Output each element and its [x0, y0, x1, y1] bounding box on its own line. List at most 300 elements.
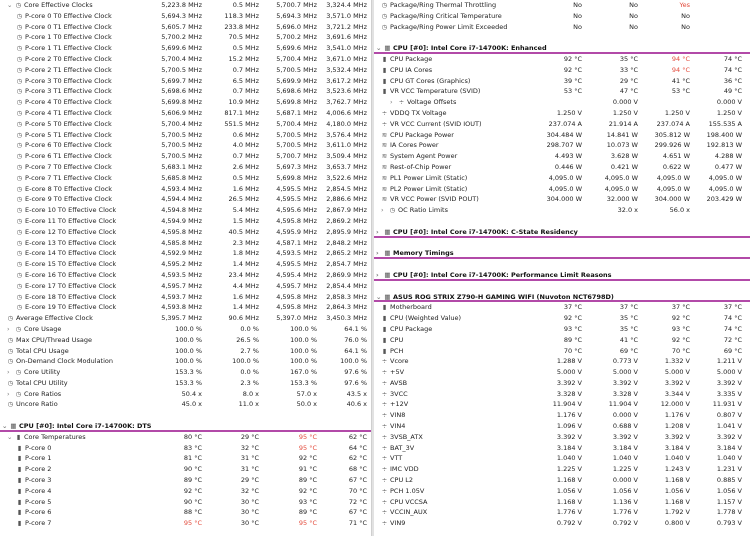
sensor-label: CPU IA Cores	[390, 65, 433, 74]
clock-icon: ◷	[16, 303, 23, 312]
minimum-value: 1.056 V	[612, 486, 638, 495]
average-value: 0.477 W	[714, 162, 742, 171]
expand-chevron-icon[interactable]: ›	[376, 249, 379, 258]
maximum-value: 93 °C	[671, 324, 690, 333]
sensor-row[interactable]	[0, 270, 371, 281]
sensor-row[interactable]	[374, 410, 750, 421]
sensor-label: System Agent Power	[390, 152, 458, 161]
maximum-value: 3.344 V	[664, 389, 690, 398]
expand-chevron-icon[interactable]: ›	[390, 98, 393, 107]
current-value: 4.493 W	[554, 152, 582, 161]
sensor-row[interactable]	[374, 453, 750, 464]
minimum-value: 26.5 %	[236, 335, 259, 344]
sensor-row[interactable]	[374, 0, 750, 11]
maximum-value: 4,595.8 MHz	[276, 303, 317, 312]
sensor-label: Memory Timings	[393, 249, 454, 258]
sensor-row[interactable]	[374, 151, 750, 162]
average-value: 100.0 %	[340, 357, 367, 366]
collapse-chevron-icon[interactable]: ⌄	[376, 44, 382, 53]
sensor-row[interactable]	[0, 259, 371, 270]
sensor-row[interactable]	[0, 0, 371, 11]
maximum-value: 5,700.5 MHz	[276, 141, 317, 150]
sensor-row[interactable]	[374, 399, 750, 410]
maximum-value: 100.0 %	[290, 324, 317, 333]
minimum-value: 0.773 V	[612, 357, 638, 366]
current-value: 100.0 %	[175, 346, 202, 355]
average-value: 72 °C	[348, 497, 367, 506]
current-value: 5,699.8 MHz	[161, 98, 202, 107]
minimum-value: 0.6 MHz	[232, 130, 259, 139]
clock-icon: ◷	[16, 152, 23, 161]
sensor-row[interactable]	[0, 173, 371, 184]
minimum-value: 30 °C	[240, 497, 259, 506]
therm-icon: ▮	[382, 346, 387, 355]
maximum-value: 89 °C	[298, 508, 317, 517]
sensor-row[interactable]	[374, 497, 750, 508]
sensor-row[interactable]	[374, 518, 750, 529]
sensor-row[interactable]	[0, 367, 371, 378]
sensor-row[interactable]	[0, 205, 371, 216]
minimum-value: 0.792 V	[612, 519, 638, 528]
minimum-value: 21.914 A	[608, 119, 638, 128]
average-value: 3,653.7 MHz	[326, 162, 367, 171]
maximum-value: 70 °C	[671, 346, 690, 355]
power-icon: ≋	[381, 152, 388, 161]
sensor-group-header[interactable]	[374, 227, 750, 238]
average-value: 3,691.6 MHz	[326, 33, 367, 42]
maximum-value: 57.0 x	[296, 389, 317, 398]
maximum-value: 4,595.8 MHz	[276, 216, 317, 225]
current-value: 5,395.7 MHz	[161, 314, 202, 323]
clock-icon: ◷	[381, 11, 388, 20]
sensor-label: E-core 18 T0 Effective Clock	[25, 292, 117, 301]
expand-chevron-icon[interactable]: ›	[7, 368, 10, 377]
therm-icon: ▮	[382, 76, 387, 85]
sensor-label: Rest-of-Chip Power	[390, 162, 452, 171]
current-value: 83 °C	[183, 443, 202, 452]
current-value: 4,594.9 MHz	[161, 216, 202, 225]
current-value: 45.0 x	[181, 400, 202, 409]
sensor-row[interactable]	[374, 86, 750, 97]
sensor-label: CPU VCCSA	[390, 497, 428, 506]
sensor-row[interactable]	[0, 184, 371, 195]
maximum-value: 0.622 W	[662, 162, 690, 171]
expand-chevron-icon[interactable]: ›	[376, 270, 379, 279]
average-value: 3,541.0 MHz	[326, 44, 367, 53]
average-value: 0.885 V	[716, 476, 742, 485]
maximum-value: 4,095.0 W	[656, 184, 690, 193]
maximum-value: 5,699.8 MHz	[276, 98, 317, 107]
sensor-row[interactable]	[0, 151, 371, 162]
maximum-value: 5,700.2 MHz	[276, 33, 317, 42]
clock-icon: ◷	[16, 227, 23, 236]
minimum-value: 31 °C	[240, 454, 259, 463]
sensor-label: Motherboard	[390, 303, 432, 312]
maximum-value: 5.000 V	[664, 368, 690, 377]
maximum-value: 4,595.4 MHz	[276, 270, 317, 279]
maximum-value: 304.000 W	[654, 195, 690, 204]
expand-chevron-icon[interactable]: ›	[7, 324, 10, 333]
minimum-value: 0.7 MHz	[232, 152, 259, 161]
sensor-row[interactable]	[0, 130, 371, 141]
therm-icon: ▮	[17, 497, 22, 506]
maximum-value: 3.184 V	[664, 443, 690, 452]
therm-icon: ▮	[17, 454, 22, 463]
maximum-value: 92 °C	[671, 314, 690, 323]
therm-icon: ▮	[17, 508, 22, 517]
minimum-value: 0.5 MHz	[232, 173, 259, 182]
volt-icon: ÷	[398, 98, 405, 107]
current-value: 5,700.5 MHz	[161, 65, 202, 74]
sensor-group-header[interactable]	[374, 270, 750, 281]
maximum-value: 5,699.9 MHz	[276, 76, 317, 85]
clock-icon: ◷	[7, 346, 14, 355]
minimum-value: 35 °C	[619, 54, 638, 63]
clock-icon: ◷	[16, 65, 23, 74]
sensor-row[interactable]	[0, 302, 371, 313]
sensor-row[interactable]	[374, 140, 750, 151]
sensor-row[interactable]	[0, 497, 371, 508]
expand-chevron-icon[interactable]: ›	[376, 227, 379, 236]
sensor-row[interactable]	[0, 486, 371, 497]
average-value: 71 °C	[348, 519, 367, 528]
maximum-value: 5,694.3 MHz	[276, 11, 317, 20]
sensor-label: E-core 15 T0 Effective Clock	[25, 260, 117, 269]
sensor-row[interactable]	[0, 194, 371, 205]
collapse-chevron-icon[interactable]: ⌄	[2, 422, 8, 431]
sensor-label: E-core 17 T0 Effective Clock	[25, 281, 117, 290]
sensor-row[interactable]	[374, 205, 750, 216]
power-icon: ≋	[381, 184, 388, 193]
sensor-row[interactable]	[374, 507, 750, 518]
clock-icon: ◷	[7, 400, 14, 409]
sensor-row[interactable]	[0, 119, 371, 130]
right-sensor-pane[interactable]	[374, 0, 750, 536]
current-value: 1.225 V	[556, 465, 582, 474]
sensor-label: CPU [#0]: Intel Core i7-14700K: DTS	[19, 422, 152, 431]
sensor-row[interactable]	[374, 378, 750, 389]
current-value: 3.184 V	[556, 443, 582, 452]
sensor-row[interactable]	[374, 443, 750, 454]
sensor-label: VR VCC Current (SVID IOUT)	[390, 119, 482, 128]
maximum-value: 94 °C	[671, 54, 690, 63]
minimum-value: No	[629, 11, 638, 20]
average-value: 62 °C	[348, 454, 367, 463]
sensor-row[interactable]	[0, 356, 371, 367]
sensor-row[interactable]	[0, 238, 371, 249]
sensor-row[interactable]	[374, 119, 750, 130]
sensor-row[interactable]	[374, 313, 750, 324]
sensor-label: P-core 2 T1 Effective Clock	[25, 65, 112, 74]
power-icon: ≋	[381, 130, 388, 139]
average-value: 1.040 V	[716, 454, 742, 463]
sensor-row[interactable]	[0, 248, 371, 259]
sensor-row[interactable]	[0, 162, 371, 173]
minimum-value: 30 °C	[240, 519, 259, 528]
sensor-label: E-core 13 T0 Effective Clock	[25, 238, 117, 247]
maximum-value: 5,698.6 MHz	[276, 87, 317, 96]
sensor-label: ASUS ROG STRIX Z790-H GAMING WIFI (Nuvoton NCT6798D)	[393, 292, 614, 301]
sensor-row[interactable]	[374, 324, 750, 335]
sensor-row[interactable]	[374, 346, 750, 357]
sensor-row[interactable]	[374, 108, 750, 119]
maximum-value: 299.926 W	[654, 141, 690, 150]
average-value: 64.1 %	[344, 346, 367, 355]
chip-icon: ▦	[384, 249, 391, 258]
expand-chevron-icon[interactable]: ›	[381, 206, 384, 215]
average-value: 74 °C	[723, 314, 742, 323]
sensor-row[interactable]	[0, 292, 371, 303]
average-value: 203.429 W	[706, 195, 742, 204]
maximum-value: 4,595.8 MHz	[276, 292, 317, 301]
clock-icon: ◷	[7, 335, 14, 344]
sensor-row[interactable]	[374, 194, 750, 205]
sensor-row[interactable]	[0, 507, 371, 518]
sensor-row[interactable]	[0, 389, 371, 400]
sensor-label: Voltage Offsets	[407, 98, 457, 107]
minimum-value: 0.000 V	[612, 411, 638, 420]
current-value: 5,700.4 MHz	[161, 54, 202, 63]
sensor-row[interactable]	[374, 486, 750, 497]
maximum-value: 5,700.4 MHz	[276, 54, 317, 63]
average-value: 3,509.4 MHz	[326, 152, 367, 161]
average-value: 67 °C	[348, 476, 367, 485]
minimum-value: 32.0 x	[617, 206, 638, 215]
minimum-value: 11.0 x	[238, 400, 259, 409]
minimum-value: 3.392 V	[612, 432, 638, 441]
average-value: 1.778 V	[716, 508, 742, 517]
sensor-label: OC Ratio Limits	[398, 206, 448, 215]
sensor-row[interactable]	[0, 324, 371, 335]
average-value: 3,522.6 MHz	[326, 173, 367, 182]
sensor-row[interactable]	[374, 76, 750, 87]
maximum-value: 1.176 V	[664, 411, 690, 420]
sensor-row[interactable]	[0, 43, 371, 54]
sensor-group-header[interactable]	[374, 43, 750, 54]
sensor-label: CPU Package	[390, 324, 433, 333]
maximum-value: 37 °C	[671, 303, 690, 312]
current-value: 92 °C	[563, 65, 582, 74]
sensor-row[interactable]	[0, 108, 371, 119]
sensor-label: P-core 4	[25, 486, 52, 495]
sensor-label: IA Cores Power	[390, 141, 439, 150]
sensor-label: VIN4	[390, 422, 406, 431]
minimum-value: 118.3 MHz	[224, 11, 259, 20]
sensor-row[interactable]	[374, 335, 750, 346]
maximum-value: 91 °C	[298, 465, 317, 474]
current-value: 5,700.5 MHz	[161, 152, 202, 161]
power-icon: ≋	[381, 173, 388, 182]
current-value: 4,594.4 MHz	[161, 195, 202, 204]
spacer-row	[0, 410, 371, 421]
chip-icon: ▦	[10, 422, 17, 431]
power-icon: ≋	[381, 162, 388, 171]
clock-icon: ◷	[7, 378, 14, 387]
sensor-row[interactable]	[374, 11, 750, 22]
minimum-value: 1.5 MHz	[232, 216, 259, 225]
collapse-chevron-icon[interactable]: ⌄	[7, 1, 13, 9]
average-value: 3.335 V	[716, 389, 742, 398]
sensor-row[interactable]	[0, 281, 371, 292]
sensor-row[interactable]	[374, 130, 750, 141]
current-value: 90 °C	[183, 465, 202, 474]
sensor-row[interactable]	[0, 346, 371, 357]
current-value: 88 °C	[183, 508, 202, 517]
sensor-label: P-core 7 T0 Effective Clock	[25, 162, 112, 171]
sensor-row[interactable]	[0, 453, 371, 464]
sensor-row[interactable]	[0, 378, 371, 389]
maximum-value: 92 °C	[298, 454, 317, 463]
average-value: 4,095.0 W	[708, 173, 742, 182]
sensor-row[interactable]	[374, 162, 750, 173]
current-value: 37 °C	[563, 303, 582, 312]
sensor-row[interactable]	[0, 11, 371, 22]
minimum-value: 30 °C	[240, 508, 259, 517]
sensor-row[interactable]	[374, 65, 750, 76]
clock-icon: ◷	[16, 130, 23, 139]
volt-icon: ÷	[381, 378, 388, 387]
current-value: 5,699.7 MHz	[161, 76, 202, 85]
collapse-chevron-icon[interactable]: ⌄	[7, 432, 13, 441]
sensor-row[interactable]	[0, 313, 371, 324]
sensor-label: Total CPU Utility	[16, 378, 68, 387]
minimum-value: 32.000 W	[606, 195, 638, 204]
sensor-row[interactable]	[0, 97, 371, 108]
sensor-row[interactable]	[0, 54, 371, 65]
clock-icon: ◷	[16, 195, 23, 204]
sensor-row[interactable]	[374, 173, 750, 184]
minimum-value: 5.000 V	[612, 368, 638, 377]
minimum-value: 0.0 %	[240, 368, 259, 377]
power-icon: ≋	[381, 195, 388, 204]
average-value: 64.1 %	[344, 324, 367, 333]
sensor-row[interactable]	[0, 432, 371, 443]
volt-icon: ÷	[381, 443, 388, 452]
sensor-label: Core Effective Clocks	[24, 1, 93, 9]
minimum-value: 4,095.0 W	[604, 184, 638, 193]
sensor-row[interactable]	[374, 97, 750, 108]
volt-icon: ÷	[381, 422, 388, 431]
minimum-value: 1.136 V	[612, 497, 638, 506]
maximum-value: 5,700.5 MHz	[276, 130, 317, 139]
sensor-row[interactable]	[374, 22, 750, 33]
therm-icon: ▮	[382, 87, 387, 96]
minimum-value: 31 °C	[240, 465, 259, 474]
minimum-value: 23.4 MHz	[228, 270, 259, 279]
sensor-row[interactable]	[374, 464, 750, 475]
sensor-row[interactable]	[374, 367, 750, 378]
sensor-group-header[interactable]	[374, 292, 750, 303]
sensor-group-header[interactable]	[374, 248, 750, 259]
average-value: 155.535 A	[708, 119, 742, 128]
collapse-chevron-icon[interactable]: ⌄	[376, 292, 382, 301]
sensor-row[interactable]	[0, 32, 371, 43]
sensor-label: 3VCC	[390, 389, 408, 398]
current-value: 4,593.4 MHz	[161, 184, 202, 193]
sensor-row[interactable]	[0, 399, 371, 410]
minimum-value: 4.4 MHz	[232, 281, 259, 290]
sensor-label: P-core 6 T0 Effective Clock	[25, 141, 112, 150]
sensor-row[interactable]	[0, 216, 371, 227]
sensor-row[interactable]	[374, 432, 750, 443]
sensor-row[interactable]	[374, 302, 750, 313]
sensor-row[interactable]	[0, 86, 371, 97]
current-value: 70 °C	[563, 346, 582, 355]
maximum-value: 1.792 V	[664, 508, 690, 517]
sensor-row[interactable]	[0, 76, 371, 87]
volt-icon: ÷	[381, 119, 388, 128]
sensor-row[interactable]	[374, 54, 750, 65]
sensor-row[interactable]	[0, 443, 371, 454]
maximum-value: 95 °C	[298, 519, 317, 528]
sensor-row[interactable]	[374, 475, 750, 486]
maximum-value: 4,595.5 MHz	[276, 184, 317, 193]
sensor-row[interactable]	[0, 335, 371, 346]
maximum-value: 5,700.4 MHz	[276, 119, 317, 128]
clock-icon: ◷	[15, 1, 22, 9]
maximum-value: 1.168 V	[664, 497, 690, 506]
sensor-label: P-core 5 T1 Effective Clock	[25, 130, 112, 139]
sensor-label: VR VCC Power (SVID POUT)	[390, 195, 479, 204]
volt-icon: ÷	[381, 432, 388, 441]
clock-icon: ◷	[16, 11, 23, 20]
sensor-row[interactable]	[0, 22, 371, 33]
average-value: 1.250 V	[716, 108, 742, 117]
average-value: 3.392 V	[716, 432, 742, 441]
minimum-value: 1.225 V	[612, 465, 638, 474]
sensor-row[interactable]	[0, 140, 371, 151]
minimum-value: 2.3 %	[240, 378, 259, 387]
minimum-value: 1.040 V	[612, 454, 638, 463]
sensor-row[interactable]	[0, 227, 371, 238]
sensor-label: IMC VDD	[390, 465, 419, 474]
current-value: 5,700.4 MHz	[161, 119, 202, 128]
clock-icon: ◷	[16, 238, 23, 247]
sensor-label: Vcore	[390, 357, 409, 366]
current-value: 53 °C	[563, 87, 582, 96]
current-value: 153.3 %	[175, 378, 202, 387]
expand-chevron-icon[interactable]: ›	[7, 389, 10, 398]
sensor-row[interactable]	[0, 464, 371, 475]
clock-icon: ◷	[16, 162, 23, 171]
sensor-label: P-core 5 T0 Effective Clock	[25, 119, 112, 128]
sensor-row[interactable]	[374, 389, 750, 400]
sensor-row[interactable]	[0, 65, 371, 76]
minimum-value: 4,095.0 W	[604, 173, 638, 182]
sensor-label: VTT	[390, 454, 403, 463]
clock-icon: ◷	[16, 108, 23, 117]
sensor-label: E-core 12 T0 Effective Clock	[25, 227, 117, 236]
clock-icon: ◷	[389, 206, 396, 215]
sensor-row[interactable]	[0, 475, 371, 486]
current-value: 5,683.1 MHz	[161, 162, 202, 171]
maximum-value: 153.3 %	[290, 378, 317, 387]
sensor-group-header[interactable]	[0, 421, 371, 432]
sensor-row[interactable]	[374, 421, 750, 432]
average-value: 3.392 V	[716, 378, 742, 387]
sensor-row[interactable]	[374, 356, 750, 367]
sensor-label: Core Ratios	[24, 389, 62, 398]
average-value: 2,867.9 MHz	[326, 206, 367, 215]
current-value: 5,700.2 MHz	[161, 33, 202, 42]
sensor-row[interactable]	[0, 518, 371, 529]
average-value: 97.6 %	[344, 368, 367, 377]
sensor-row[interactable]	[374, 184, 750, 195]
minimum-value: 3.392 V	[612, 378, 638, 387]
sensor-label: E-core 19 T0 Effective Clock	[25, 303, 117, 312]
left-sensor-pane[interactable]	[0, 0, 371, 536]
current-value: 92 °C	[563, 54, 582, 63]
